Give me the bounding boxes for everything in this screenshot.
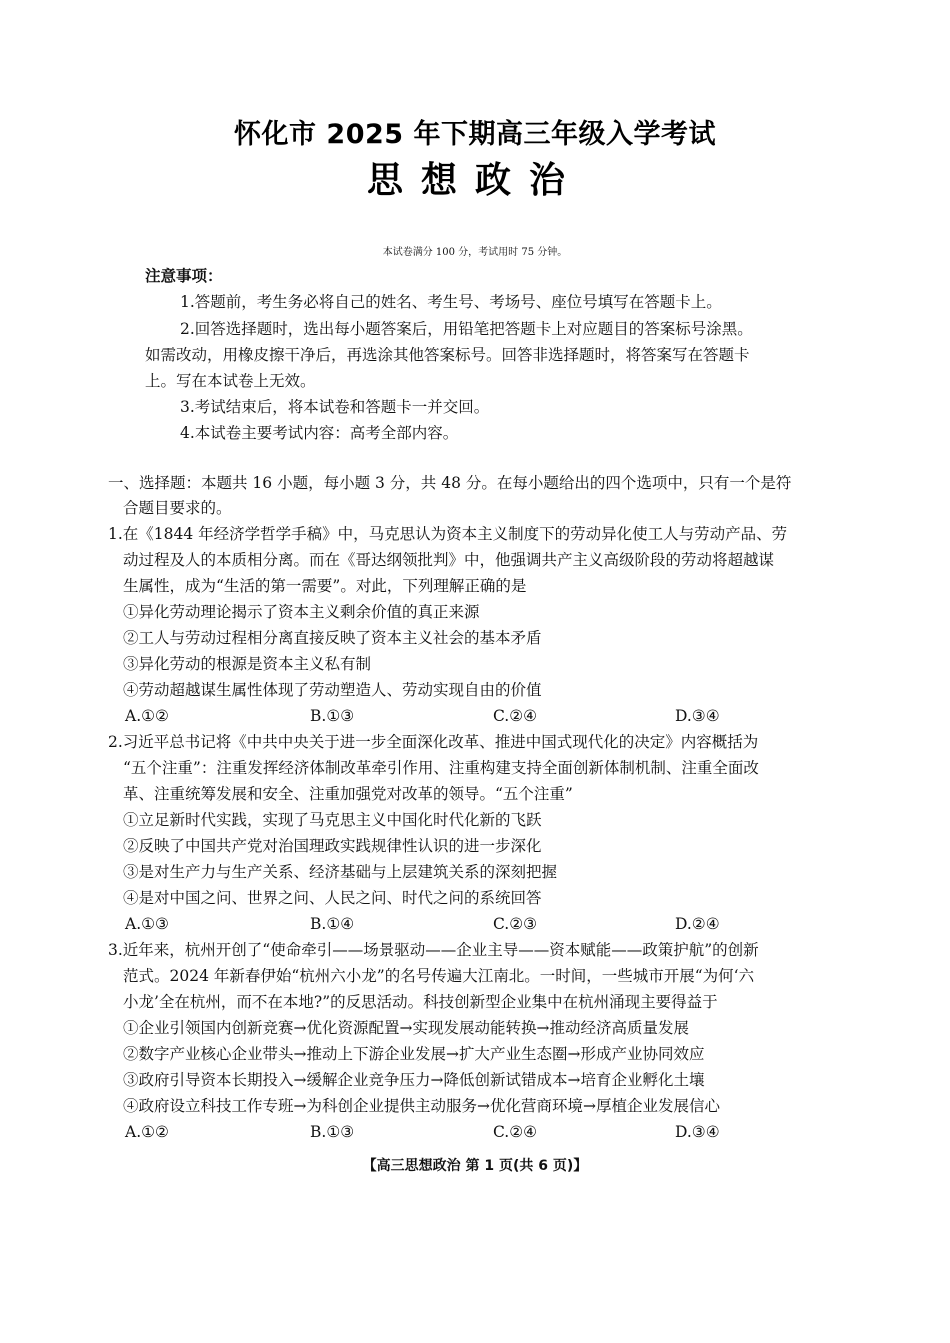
question-stem: 动过程及人的本质相分离。而在《哥达纲领批判》中，他强调共产主义高级阶段的劳动将超越谋 — [123, 551, 775, 569]
statement: ③是对生产力与生产关系、经济基础与上层建筑关系的深刻把握 — [123, 863, 558, 881]
notice-item: 3.考试结束后，将本试卷和答题卡一并交回。 — [180, 398, 490, 416]
question-stem: 生属性，成为“生活的第一需要”。对此，下列理解正确的是 — [123, 577, 527, 595]
question-stem: 小龙’全在杭州，而不在本地?”的反思活动。科技创新型企业集中在杭州涌现主要得益于 — [123, 993, 718, 1011]
question-stem: 2.习近平总书记将《中共中央关于进一步全面深化改革、推进中国式现代化的决定》内容概括为 — [108, 733, 759, 751]
statement: ②工人与劳动过程相分离直接反映了资本主义社会的基本矛盾 — [123, 629, 542, 647]
notice-item: 如需改动，用橡皮擦干净后，再选涂其他答案标号。回答非选择题时，将答案写在答题卡 — [145, 346, 750, 364]
notice-heading: 注意事项： — [145, 267, 223, 285]
notice-item: 4.本试卷主要考试内容：高考全部内容。 — [180, 424, 459, 442]
exam-info: 本试卷满分 100 分，考试用时 75 分钟。 — [382, 247, 568, 258]
question-stem: 范式。2024 年新春伊始“杭州六小龙”的名号传遍大江南北。一时间，一些城市开展“为何‘六 — [123, 967, 755, 985]
statement: ④劳动超越谋生属性体现了劳动塑造人、劳动实现自由的价值 — [123, 681, 542, 699]
option-b: B.①③ — [310, 1123, 355, 1141]
statement: ④政府设立科技工作专班→为科创企业提供主动服务→优化营商环境→厚植企业发展信心 — [123, 1097, 720, 1115]
page-footer: 【高三思想政治 第 1 页(共 6 页)】 — [362, 1158, 588, 1174]
statement: ①异化劳动理论揭示了资本主义剩余价值的真正来源 — [123, 603, 480, 621]
statement: ③异化劳动的根源是资本主义私有制 — [123, 655, 372, 673]
option-d: D.②④ — [675, 915, 720, 933]
exam-title: 怀化市 2025 年下期高三年级入学考试 — [234, 119, 716, 150]
option-b: B.①④ — [310, 915, 355, 933]
option-d: D.③④ — [675, 1123, 720, 1141]
statement: ②数字产业核心企业带头→推动上下游企业发展→扩大产业生态圈→形成产业协同效应 — [123, 1045, 705, 1063]
statement: ④是对中国之问、世界之问、人民之问、时代之问的系统回答 — [123, 889, 542, 907]
option-c: C.②④ — [493, 707, 538, 725]
option-c: C.②④ — [493, 1123, 538, 1141]
section-heading: 一、选择题：本题共 16 小题，每小题 3 分，共 48 分。在每小题给出的四个选项中，只有一个是符 — [108, 474, 792, 492]
question-stem: 1.在《1844 年经济学哲学手稿》中，马克思认为资本主义制度下的劳动异化使工人与劳动产品、劳 — [108, 525, 788, 543]
notice-item: 上。写在本试卷上无效。 — [145, 372, 316, 390]
question-stem: “五个注重”：注重发挥经济体制改革牵引作用、注重构建支持全面创新体制机制、注重全面改 — [123, 759, 759, 777]
option-a: A.①③ — [125, 915, 169, 933]
section-heading-cont: 合题目要求的。 — [123, 499, 232, 517]
statement: ①立足新时代实践，实现了马克思主义中国化时代化新的飞跃 — [123, 811, 542, 829]
notice-item: 1.答题前，考生务必将自己的姓名、考生号、考场号、座位号填写在答题卡上。 — [180, 293, 722, 311]
statement: ①企业引领国内创新竞赛→优化资源配置→实现发展动能转换→推动经济高质量发展 — [123, 1019, 689, 1037]
statement: ②反映了中国共产党对治国理政实践规律性认识的进一步深化 — [123, 837, 542, 855]
option-a: A.①② — [125, 707, 169, 725]
option-c: C.②③ — [493, 915, 538, 933]
question-stem: 革、注重统筹发展和安全、注重加强党对改革的领导。“五个注重” — [123, 785, 573, 803]
option-d: D.③④ — [675, 707, 720, 725]
notice-item: 2.回答选择题时，选出每小题答案后，用铅笔把答题卡上对应题目的答案标号涂黑。 — [180, 320, 753, 338]
subject-title: 思想政治 — [366, 160, 583, 201]
option-a: A.①② — [125, 1123, 169, 1141]
question-stem: 3.近年来，杭州开创了“使命牵引——场景驱动——企业主导——资本赋能——政策护航”的创新 — [108, 941, 759, 959]
option-b: B.①③ — [310, 707, 355, 725]
statement: ③政府引导资本长期投入→缓解企业竞争压力→降低创新试错成本→培育企业孵化土壤 — [123, 1071, 705, 1089]
